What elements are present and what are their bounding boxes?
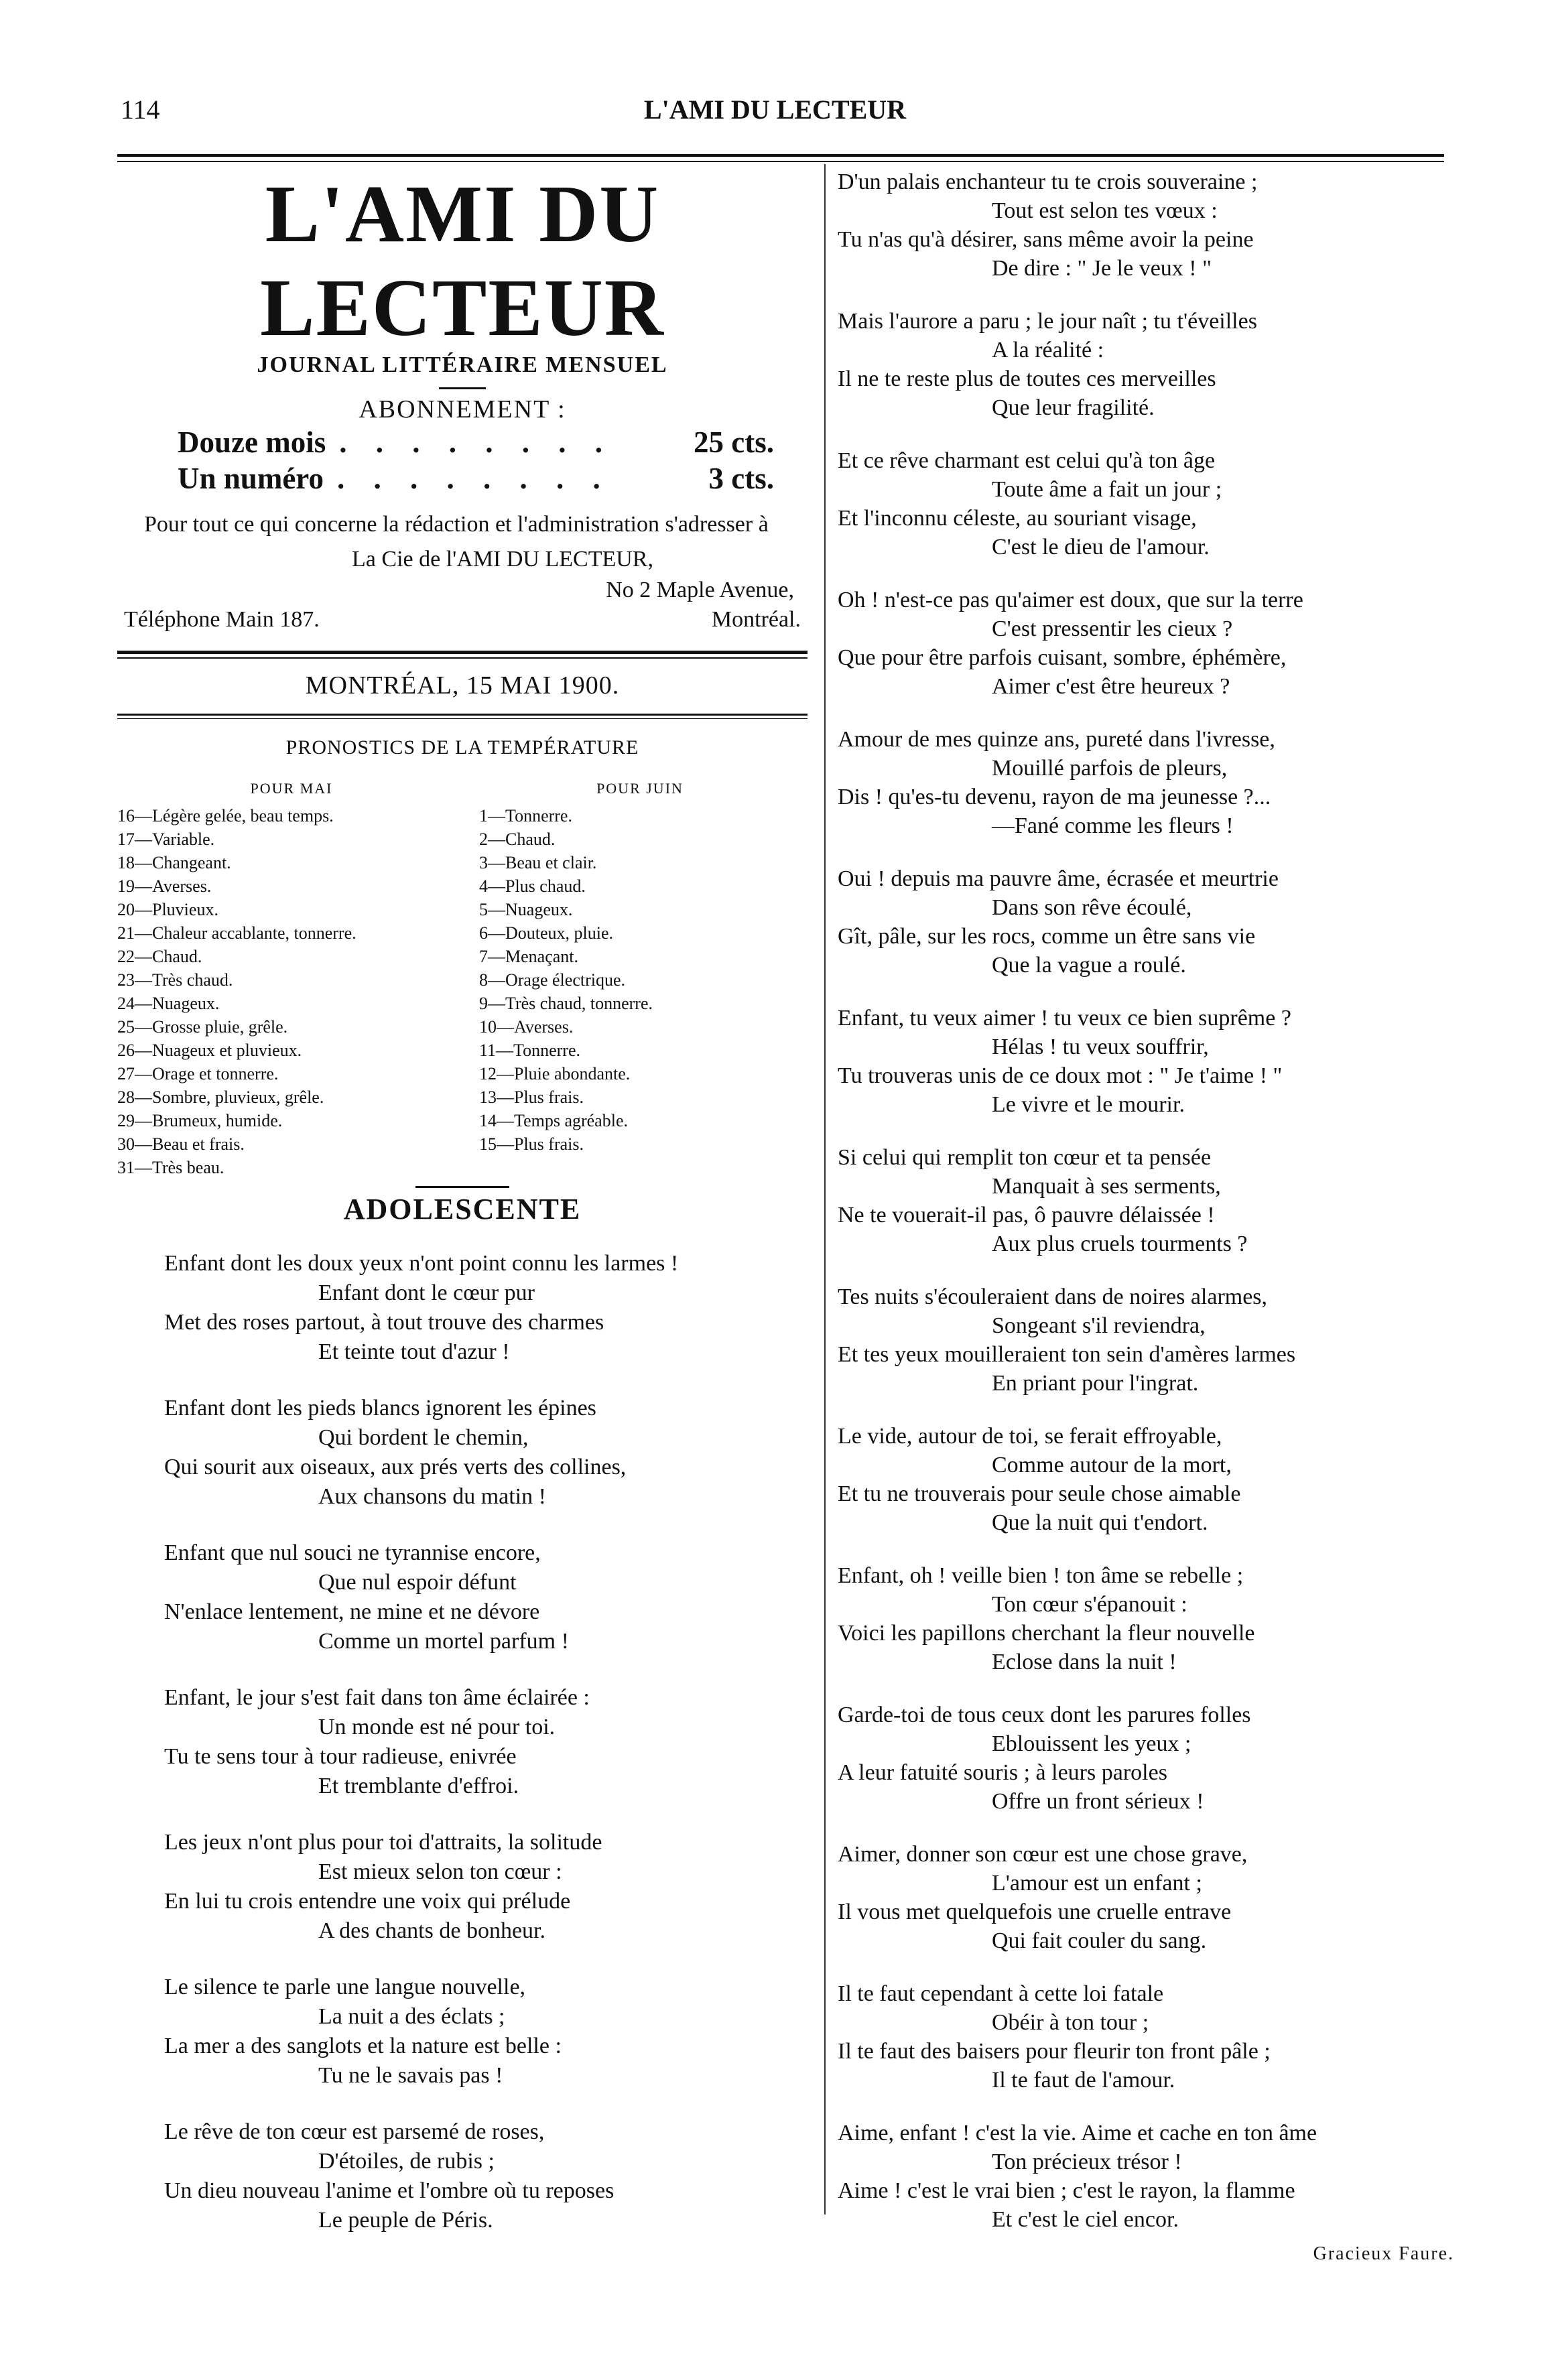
stanza <box>838 586 1461 701</box>
company-name: La Cie de l'AMI DU LECTEUR, <box>352 547 653 572</box>
verse-line: Garde-toi de tous ceux dont les parures folles <box>838 1703 1251 1727</box>
verse-line: Eclose dans la nuit ! <box>992 1650 1177 1674</box>
forecast-entry: 20—Pluvieux. <box>117 900 218 919</box>
verse-line: Hélas ! tu veux souffrir, <box>992 1035 1209 1059</box>
city: Montréal. <box>711 607 801 632</box>
verse-line: Aux chansons du matin ! <box>318 1484 546 1509</box>
verse-line: Eblouissent les yeux ; <box>992 1731 1191 1756</box>
author-signature: Gracieux Faure. <box>1313 2243 1454 2264</box>
verse-line: Ton précieux trésor ! <box>992 2150 1182 2174</box>
leader-dots: . . . . . . . . <box>336 462 611 495</box>
verse-line: Dans son rêve écoulé, <box>992 895 1192 920</box>
price-value: 3 cts. <box>708 462 774 495</box>
stanza <box>838 1701 1461 1816</box>
stanza <box>117 1249 808 1367</box>
verse-line: Aux plus cruels tourments ? <box>992 1232 1248 1256</box>
stanza <box>838 864 1461 980</box>
forecast-entry: 24—Nuageux. <box>117 994 220 1013</box>
section-rule-thin <box>117 718 808 719</box>
verse-line: C'est le dieu de l'amour. <box>992 535 1210 559</box>
verse-line: Voici les papillons cherchant la fleur nouvelle <box>838 1621 1255 1646</box>
divider <box>415 1186 509 1188</box>
verse-line: Aimer, donner son cœur est une chose grave, <box>838 1842 1248 1867</box>
verse-line: Enfant, le jour s'est fait dans ton âme éclairée : <box>164 1685 590 1710</box>
forecast-june-heading: POUR JUIN <box>596 780 684 797</box>
verse-line: Mouillé parfois de pleurs, <box>992 756 1228 781</box>
verse-line: N'enlace lentement, ne mine et ne dévore <box>164 1599 540 1624</box>
stanza <box>838 1422 1461 1537</box>
forecast-table <box>117 777 808 1179</box>
stanza <box>838 168 1461 283</box>
verse-line: Tes nuits s'écouleraient dans de noires alarmes, <box>838 1284 1268 1309</box>
forecast-heading: PRONOSTICS DE LA TEMPÉRATURE <box>285 736 639 758</box>
forecast-entry: 12—Pluie abondante. <box>479 1064 631 1083</box>
verse-line: Enfant dont les pieds blancs ignorent les épines <box>164 1396 596 1420</box>
verse-line: Enfant dont le cœur pur <box>318 1280 535 1305</box>
verse-line: Et l'inconnu céleste, au souriant visage, <box>838 506 1197 531</box>
forecast-entry: 14—Temps agréable. <box>479 1111 628 1130</box>
verse-line: Tout est selon tes vœux : <box>992 198 1218 223</box>
verse-line: De dire : " Je le veux ! " <box>992 256 1212 281</box>
verse-line: Et tu ne trouverais pour seule chose aimable <box>838 1481 1241 1506</box>
verse-line: Qui sourit aux oiseaux, aux prés verts des collines, <box>164 1455 627 1479</box>
verse-line: Mais l'aurore a paru ; le jour naît ; tu t'éveilles <box>838 309 1257 334</box>
verse-line: Enfant, tu veux aimer ! tu veux ce bien suprême ? <box>838 1006 1291 1031</box>
stanza <box>117 2117 808 2235</box>
masthead-title: L'AMI DU LECTEUR <box>260 169 665 353</box>
telephone: Téléphone Main 187. <box>124 607 320 632</box>
running-title: L'AMI DU LECTEUR <box>643 94 907 125</box>
price-label: Douze mois <box>178 425 326 459</box>
stanza <box>838 307 1461 422</box>
forecast-entry: 2—Chaud. <box>479 830 556 849</box>
forecast-entry: 13—Plus frais. <box>479 1087 584 1107</box>
verse-line: La nuit a des éclats ; <box>318 2004 505 2029</box>
verse-line: C'est pressentir les cieux ? <box>992 616 1233 641</box>
stanza <box>838 1840 1461 1955</box>
verse-line: Que pour être parfois cuisant, sombre, éphémère, <box>838 645 1287 670</box>
stanza <box>838 446 1461 561</box>
verse-line: Le silence te parle une langue nouvelle, <box>164 1975 526 1999</box>
stanza <box>838 1561 1461 1676</box>
verse-line: Que la vague a roulé. <box>992 953 1186 978</box>
verse-line: Comme un mortel parfum ! <box>318 1629 569 1654</box>
verse-line: A la réalité : <box>992 338 1104 362</box>
verse-line: Et tes yeux mouilleraient ton sein d'amères larmes <box>838 1342 1296 1367</box>
stanza <box>838 1004 1461 1119</box>
verse-line: Offre un front sérieux ! <box>992 1789 1204 1814</box>
forecast-entry: 30—Beau et frais. <box>117 1134 245 1154</box>
forecast-entry: 4—Plus chaud. <box>479 876 586 896</box>
poem-right-part <box>838 168 1461 2234</box>
left-column <box>117 168 808 2235</box>
verse-line: Que nul espoir défunt <box>318 1570 517 1595</box>
forecast-entry: 8—Orage électrique. <box>479 970 626 990</box>
verse-line: Enfant dont les doux yeux n'ont point connu les larmes ! <box>164 1251 679 1276</box>
running-header <box>107 94 1443 134</box>
verse-line: Il te faut des baisers pour fleurir ton front pâle ; <box>838 2039 1271 2064</box>
verse-line: Toute âme a fait un jour ; <box>992 477 1222 502</box>
verse-line: Il ne te reste plus de toutes ces merveilles <box>838 367 1216 391</box>
verse-line: Et ce rêve charmant est celui qu'à ton âge <box>838 448 1216 473</box>
verse-line: Et c'est le ciel encor. <box>992 2207 1179 2232</box>
forecast-entry: 3—Beau et clair. <box>479 853 597 872</box>
verse-line: A leur fatuité souris ; à leurs paroles <box>838 1760 1167 1785</box>
forecast-entry: 26—Nuageux et pluvieux. <box>117 1041 302 1060</box>
verse-line: Un monde est né pour toi. <box>318 1715 556 1739</box>
forecast-entry: 15—Plus frais. <box>479 1134 584 1154</box>
forecast-entry: 18—Changeant. <box>117 853 231 872</box>
forecast-entry: 10—Averses. <box>479 1017 574 1037</box>
forecast-entry: 11—Tonnerre. <box>479 1041 580 1060</box>
forecast-entry: 23—Très chaud. <box>117 970 233 990</box>
verse-line: L'amour est un enfant ; <box>992 1871 1202 1896</box>
verse-line: Si celui qui remplit ton cœur et ta pensée <box>838 1145 1212 1170</box>
stanza <box>117 1394 808 1512</box>
section-rule <box>117 714 808 716</box>
price-value: 25 cts. <box>694 425 774 459</box>
verse-line: Tu trouveras unis de ce doux mot : " Je t'aime ! " <box>838 1063 1283 1088</box>
verse-line: D'un palais enchanteur tu te crois souveraine ; <box>838 170 1258 194</box>
stanza <box>838 1979 1461 2095</box>
stanza <box>117 1538 808 1656</box>
forecast-entry: 16—Légère gelée, beau temps. <box>117 806 334 825</box>
verse-line: En lui tu crois entendre une voix qui prélude <box>164 1889 571 1914</box>
verse-line: Ton cœur s'épanouit : <box>992 1592 1187 1617</box>
verse-line: Met des roses partout, à tout trouve des charmes <box>164 1310 604 1335</box>
stanza <box>117 1683 808 1801</box>
forecast-entry: 1—Tonnerre. <box>479 806 572 825</box>
verse-line: Amour de mes quinze ans, pureté dans l'ivresse, <box>838 727 1275 752</box>
verse-line: Tu ne le savais pas ! <box>318 2063 503 2088</box>
verse-line: Il te faut cependant à cette loi fatale <box>838 1981 1164 2006</box>
verse-line: Il te faut de l'amour. <box>992 2068 1175 2093</box>
stanza <box>838 725 1461 840</box>
verse-line: Aime, enfant ! c'est la vie. Aime et cache en ton âme <box>838 2121 1317 2145</box>
subscription-heading: ABONNEMENT : <box>359 395 566 423</box>
section-rule-thin <box>117 657 808 659</box>
verse-line: Et tremblante d'effroi. <box>318 1774 519 1798</box>
column-divider <box>824 164 826 2214</box>
forecast-entry: 29—Brumeux, humide. <box>117 1111 283 1130</box>
forecast-entry: 27—Orage et tonnerre. <box>117 1064 279 1083</box>
page-number: 114 <box>121 94 160 125</box>
verse-line: Il vous met quelquefois une cruelle entrave <box>838 1900 1232 1924</box>
leader-dots: . . . . . . . . <box>339 425 613 459</box>
contact-row <box>117 605 808 635</box>
forecast-june-list <box>479 804 801 1156</box>
header-rule <box>117 154 1444 157</box>
price-row <box>117 424 808 460</box>
verse-line: Gît, pâle, sur les rocs, comme un être sans vie <box>838 924 1256 949</box>
forecast-entry: 19—Averses. <box>117 876 212 896</box>
dateline: MONTRÉAL, 15 MAI 1900. <box>305 671 620 700</box>
admin-note: Pour tout ce qui concerne la rédaction et l'administration s'adresser à <box>144 512 769 537</box>
stanza <box>117 1828 808 1946</box>
verse-line: Aime ! c'est le vrai bien ; c'est le rayon, la flamme <box>838 2178 1295 2203</box>
forecast-entry: 21—Chaleur accablante, tonnerre. <box>117 923 357 943</box>
verse-line: Le vivre et le mourir. <box>992 1092 1185 1117</box>
verse-line: Enfant que nul souci ne tyrannise encore, <box>164 1540 541 1565</box>
price-label: Un numéro <box>178 462 324 495</box>
masthead-subtitle: JOURNAL LITTÉRAIRE MENSUEL <box>257 352 668 377</box>
verse-line: Que la nuit qui t'endort. <box>992 1510 1208 1535</box>
verse-line: Enfant, oh ! veille bien ! ton âme se rebelle ; <box>838 1563 1244 1588</box>
verse-line: Le peuple de Péris. <box>318 2208 493 2233</box>
forecast-june-column <box>466 777 801 1179</box>
verse-line: Le vide, autour de toi, se ferait effroyable, <box>838 1424 1222 1449</box>
poem-left-part <box>117 1249 808 2235</box>
forecast-entry: 28—Sombre, pluvieux, grêle. <box>117 1087 324 1107</box>
verse-line: Et teinte tout d'azur ! <box>318 1339 510 1364</box>
verse-line: Oui ! depuis ma pauvre âme, écrasée et meurtrie <box>838 866 1279 891</box>
forecast-entry: 6—Douteux, pluie. <box>479 923 614 943</box>
forecast-entry: 17—Variable. <box>117 830 215 849</box>
verse-line: Manquait à ses serments, <box>992 1174 1221 1199</box>
stanza <box>838 2119 1461 2234</box>
forecast-entry: 25—Grosse pluie, grêle. <box>117 1017 288 1037</box>
street-address: No 2 Maple Avenue, <box>606 578 794 602</box>
verse-line: D'étoiles, de rubis ; <box>318 2149 495 2174</box>
forecast-entry: 22—Chaud. <box>117 947 202 966</box>
forecast-entry: 31—Très beau. <box>117 1158 224 1177</box>
verse-line: Dis ! qu'es-tu devenu, rayon de ma jeunesse ?... <box>838 785 1271 809</box>
verse-line: Songeant s'il reviendra, <box>992 1313 1206 1338</box>
stanza <box>838 1143 1461 1258</box>
verse-line: Tu n'as qu'à désirer, sans même avoir la peine <box>838 227 1254 252</box>
stanza <box>838 1282 1461 1398</box>
verse-line: Ne te vouerait-il pas, ô pauvre délaissée ! <box>838 1203 1215 1228</box>
verse-line: Obéir à ton tour ; <box>992 2010 1149 2035</box>
forecast-may-column <box>117 777 466 1179</box>
verse-line: Oh ! n'est-ce pas qu'aimer est doux, que sur la terre <box>838 588 1303 612</box>
poem-title: ADOLESCENTE <box>343 1193 582 1226</box>
verse-line: En priant pour l'ingrat. <box>992 1371 1199 1396</box>
forecast-may-heading: POUR MAI <box>250 780 333 797</box>
section-rule <box>117 651 808 654</box>
verse-line: Le rêve de ton cœur est parsemé de roses, <box>164 2119 545 2144</box>
verse-line: —Fané comme les fleurs ! <box>992 813 1234 838</box>
verse-line: Tu te sens tour à tour radieuse, enivrée <box>164 1744 517 1769</box>
forecast-may-list <box>117 804 466 1179</box>
verse-line: Un dieu nouveau l'anime et l'ombre où tu reposes <box>164 2178 615 2203</box>
verse-line: La mer a des sanglots et la nature est belle : <box>164 2034 562 2058</box>
verse-line: Aimer c'est être heureux ? <box>992 674 1230 699</box>
forecast-entry: 7—Menaçant. <box>479 947 579 966</box>
price-row <box>117 460 808 497</box>
verse-line: Qui bordent le chemin, <box>318 1425 529 1450</box>
stanza <box>117 1973 808 2091</box>
divider <box>439 387 486 389</box>
forecast-entry: 5—Nuageux. <box>479 900 573 919</box>
verse-line: A des chants de bonheur. <box>318 1918 545 1943</box>
forecast-entry: 9—Très chaud, tonnerre. <box>479 994 653 1013</box>
verse-line: Qui fait couler du sang. <box>992 1928 1207 1953</box>
header-rule-thin <box>117 161 1444 162</box>
verse-line: Que leur fragilité. <box>992 395 1155 420</box>
verse-line: Les jeux n'ont plus pour toi d'attraits, la solitude <box>164 1830 602 1855</box>
right-column <box>838 168 1461 2265</box>
verse-line: Comme autour de la mort, <box>992 1453 1232 1477</box>
verse-line: Est mieux selon ton cœur : <box>318 1859 562 1884</box>
